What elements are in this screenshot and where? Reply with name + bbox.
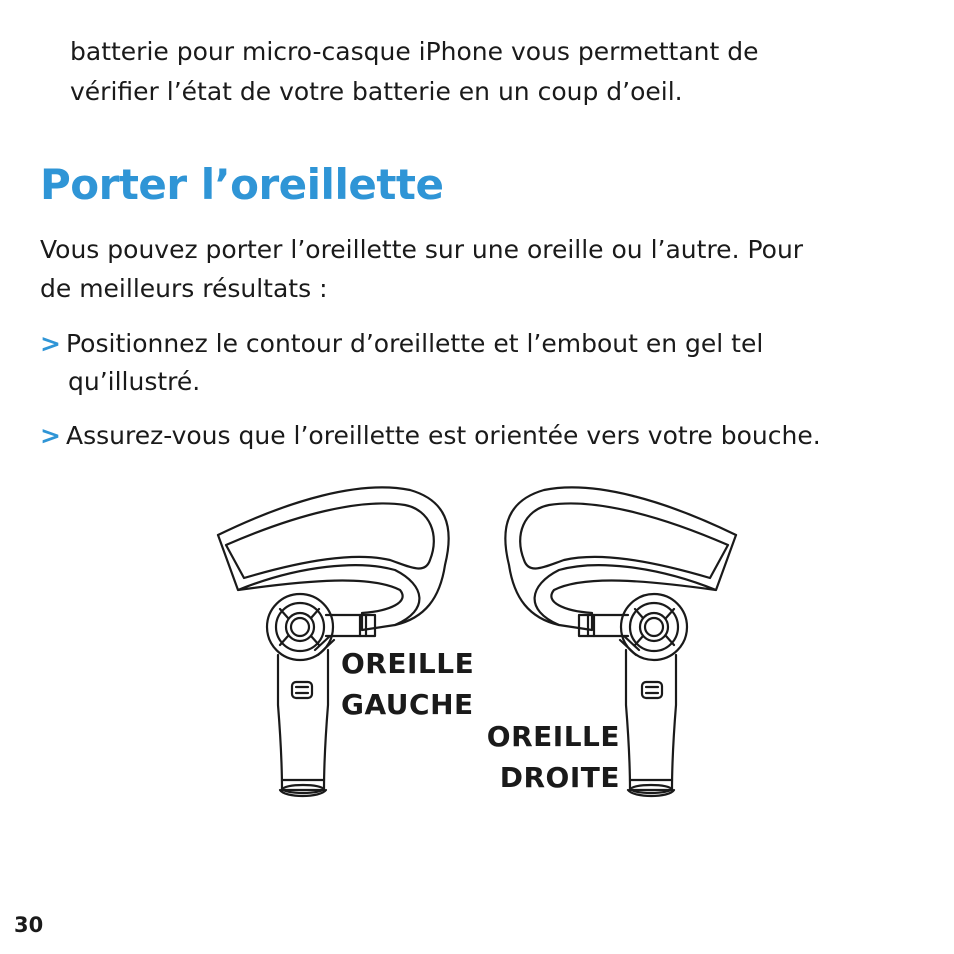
bullet-item-1-text: Positionnez le contour d’oreillette et l’embout en gel tel <box>66 329 764 358</box>
right-ear-label-line-1: OREILLE <box>486 720 620 753</box>
bullet-item-2-text: Assurez-vous que l’oreillette est orientée vers votre bouche. <box>66 421 821 450</box>
right-ear-label-line-2: DROITE <box>499 761 620 794</box>
right-ear-label <box>486 716 620 798</box>
intro-paragraph-line-1: Vous pouvez porter l’oreillette sur une oreille ou l’autre. Pour <box>40 235 804 264</box>
left-ear-label-line-1: OREILLE <box>341 647 475 680</box>
page-number: 30 <box>14 913 44 937</box>
section-heading: Porter l’oreillette <box>40 160 444 209</box>
left-earpiece-drawing <box>218 487 449 796</box>
continued-paragraph-line-2: vérifier l’état de votre batterie en un coup d’oeil. <box>70 77 683 106</box>
bullet-item-1-continuation: qu’illustré. <box>68 367 201 396</box>
left-ear-label-line-2: GAUCHE <box>341 688 474 721</box>
bullet-marker: > <box>40 329 61 358</box>
intro-paragraph-line-2: de meilleurs résultats : <box>40 274 328 303</box>
continued-paragraph-line-1: batterie pour micro-casque iPhone vous permettant de <box>70 37 759 66</box>
left-ear-label <box>341 643 474 725</box>
bullet-marker: > <box>40 421 61 450</box>
